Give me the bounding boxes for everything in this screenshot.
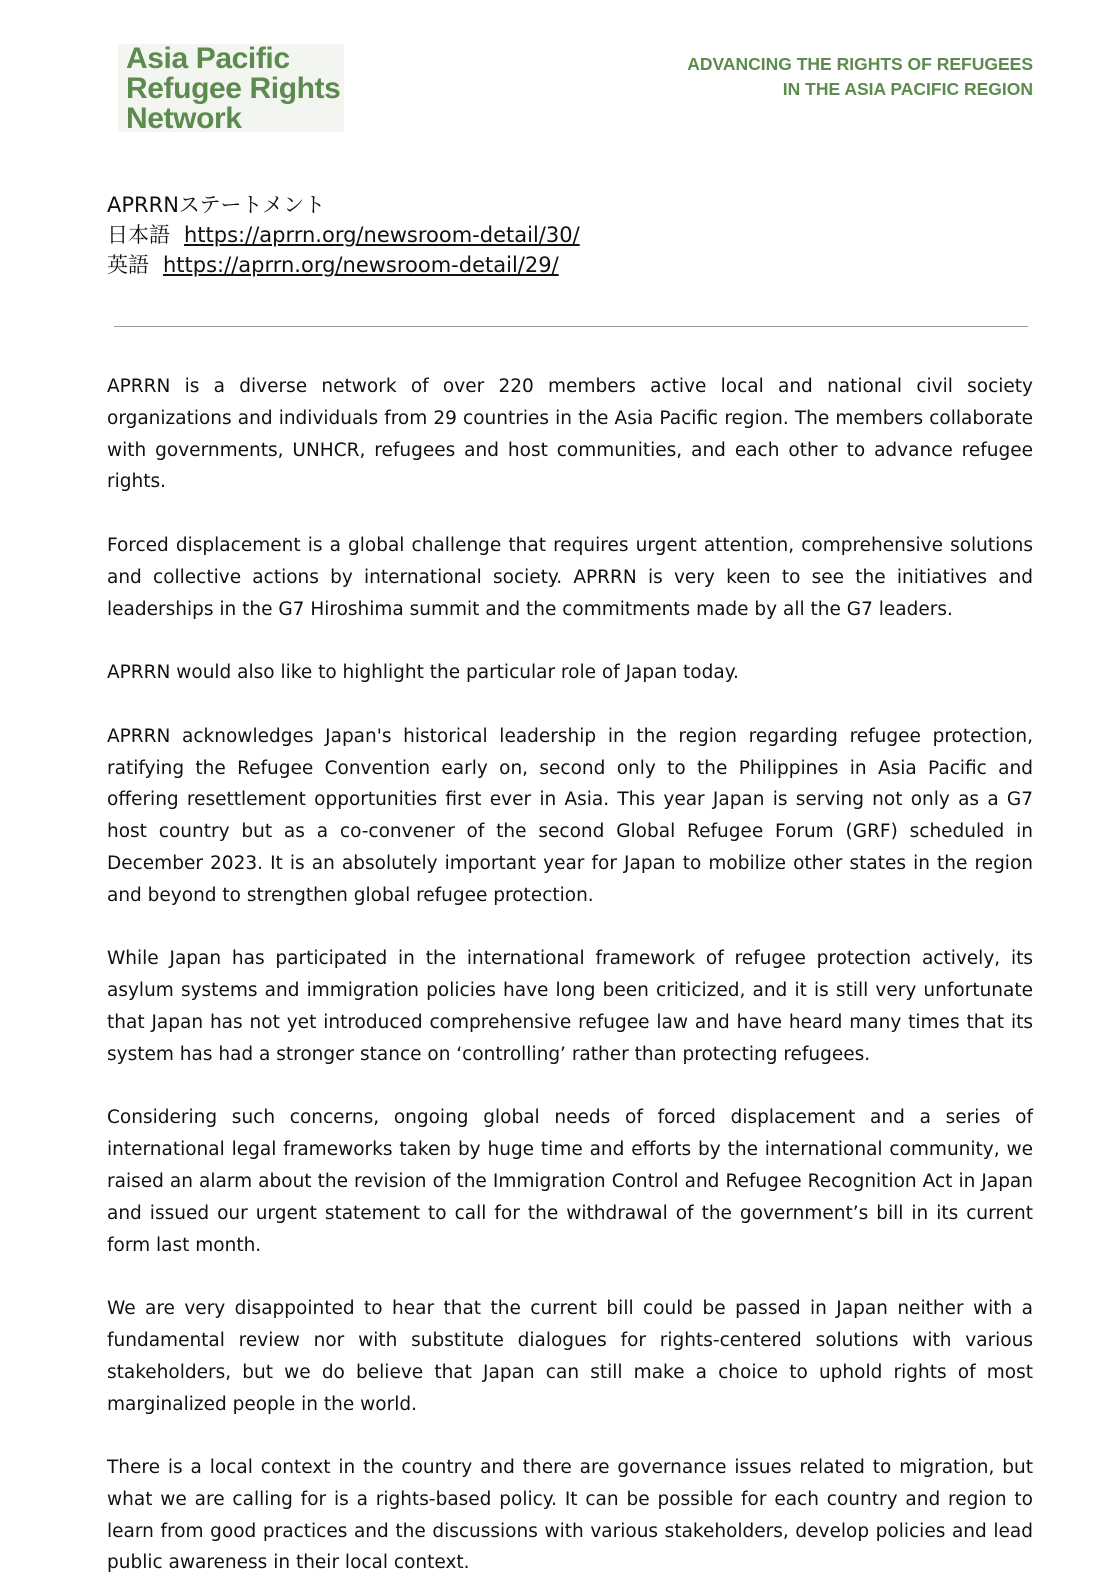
link-lang-english: 英語 — [107, 253, 149, 277]
paragraph-6: Considering such concerns, ongoing global needs of forced displacement and a series of international legal frameworks taken by huge time and efforts by the international community, we raised an alarm about the revision of the Immigration Control and Refugee Recognition Act in Japan and issued our urgent statement to call for the withdrawal of the government’s bill in its current form last month. — [107, 1107, 1033, 1256]
link-row-english — [107, 250, 580, 280]
link-english-statement[interactable]: https://aprrn.org/newsroom-detail/29/ — [163, 253, 559, 277]
link-japanese-statement[interactable]: https://aprrn.org/newsroom-detail/30/ — [184, 223, 580, 247]
paragraph-3: APRRN would also like to highlight the particular role of Japan today. — [107, 662, 739, 684]
logo-line-2: Refugee Rights — [126, 72, 341, 105]
paragraph-8: There is a local context in the country and there are governance issues related to migration, but what we are calling for is a rights-based policy. It can be possible for each country and region to learn from good practices and the discussions with various stakeholders, develop policies and lead public awareness in their local context. — [107, 1457, 1033, 1574]
logo-line-3: Network — [126, 102, 242, 135]
paragraph-5: While Japan has participated in the international framework of refugee protection actively, its asylum systems and immigration policies have long been criticized, and it is still very unfortunate that Japan has not yet introduced comprehensive refugee law and have heard many times that its system has had a stronger stance on ‘controlling’ rather than protecting refugees. — [107, 948, 1033, 1065]
link-lang-japanese: 日本語 — [107, 223, 170, 247]
statement-links — [107, 190, 580, 280]
tagline-line-2: IN THE ASIA PACIFIC REGION — [782, 79, 1033, 99]
paragraph-7: We are very disappointed to hear that the current bill could be passed in Japan neither with a fundamental review nor with substitute dialogues for rights-centered solutions with various stakeholders, but we do believe that Japan can still make a choice to uphold rights of most marginalized people in the world. — [107, 1298, 1033, 1415]
horizontal-divider — [114, 326, 1028, 327]
tagline-line-1: ADVANCING THE RIGHTS OF REFUGEES — [687, 54, 1033, 74]
link-row-japanese — [107, 220, 580, 250]
statement-body — [107, 371, 1033, 1579]
organization-logo — [118, 42, 344, 135]
paragraph-4: APRRN acknowledges Japan's historical leadership in the region regarding refugee protection, ratifying the Refugee Convention early on, second only to the Philippines in Asia Pacific and offering resettlement opportunities first ever in Asia. This year Japan is serving not only as a G7 host country but as a co-convener of the second Global Refugee Forum (GRF) scheduled in December 2023. It is an absolutely important year for Japan to mobilize other states in the region and beyond to strengthen global refugee protection. — [107, 725, 1033, 906]
logo-line-1: Asia Pacific — [126, 42, 290, 75]
paragraph-2: Forced displacement is a global challenge that requires urgent attention, comprehensive solutions and collective actions by international society. APRRN is very keen to see the initiatives and leaderships in the G7 Hiroshima summit and the commitments made by all the G7 leaders. — [107, 534, 1033, 620]
statement-title: APRRNステートメント — [107, 193, 326, 217]
paragraph-1: APRRN is a diverse network of over 220 members active local and national civil society organizations and individuals from 29 countries in the Asia Pacific region. The members collaborate with governments, UNHCR, refugees and host communities, and each other to advance refugee rights. — [107, 376, 1033, 493]
header-tagline — [613, 52, 1033, 102]
